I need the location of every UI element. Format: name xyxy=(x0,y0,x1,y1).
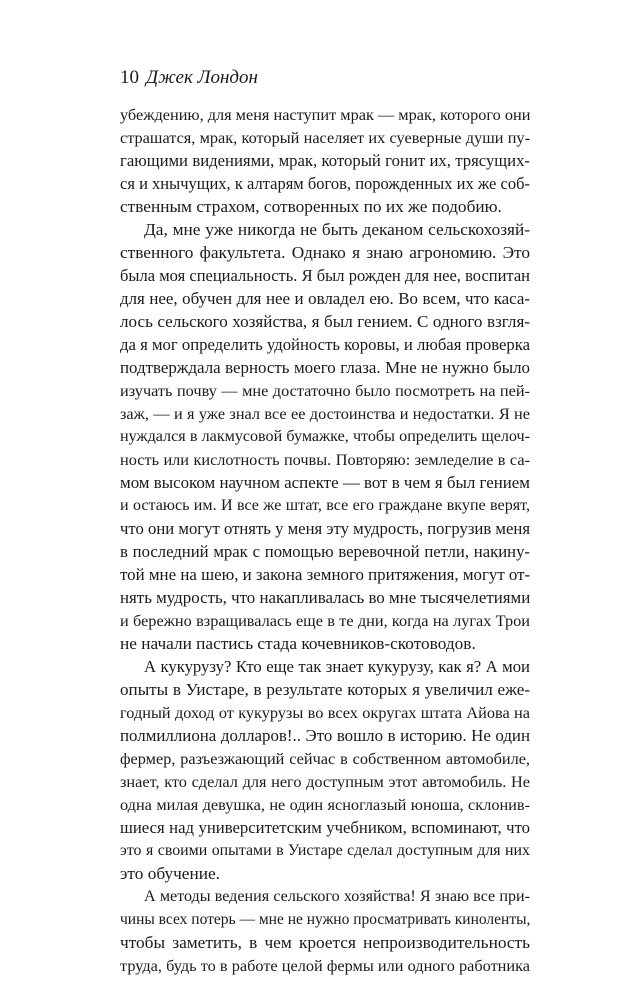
text-line: что они могут отнять у меня эту мудрость, погрузив меня xyxy=(120,519,530,538)
text-line: гающими видениями, мрак, который гонит их, трясущих- xyxy=(120,151,530,170)
page-number: 10 xyxy=(120,67,139,88)
text-line: труда, будь то в работе целой фермы или одного работника xyxy=(120,956,530,975)
text-line: заж, — и я уже знал все ее достоинства и недостатки. Я не xyxy=(120,404,530,423)
text-line: опыты в Уистаре, в результате которых я увеличил еже- xyxy=(120,680,530,699)
running-head xyxy=(120,66,258,90)
paragraph-2 xyxy=(120,218,530,655)
text-line: это я своими опытами в Уистаре сделал доступным для них xyxy=(120,842,530,859)
text-line: в последний мрак с помощью веревочной петли, накину- xyxy=(120,542,530,561)
text-line: ность или кислотность почвы. Повторяю: земледелие в са- xyxy=(120,450,530,469)
text-line: для нее, обучен для нее и овладел ею. Во всем, что каса- xyxy=(120,289,530,308)
text-line: А кукурузу? Кто еще так знает кукурузу, как я? А мои xyxy=(144,657,530,676)
text-line: Да, мне уже никогда не быть деканом сельскохозяй- xyxy=(144,220,530,239)
text-line: А методы ведения сельского хозяйства! Я знаю все при- xyxy=(144,888,530,905)
text-line: чтобы заметить, в чем кроется непроизводительность xyxy=(120,933,530,952)
text-line: изучать почву — мне достаточно было посмотреть на пей- xyxy=(120,381,530,400)
text-line: одна милая девушка, не один ясноглазый юноша, склонив- xyxy=(120,795,530,814)
text-line: мом высоком научном аспекте — вот в чем я был гением xyxy=(120,473,530,492)
text-line: это обучение. xyxy=(120,864,220,883)
text-line: знает, кто сделал для него доступным этот автомобиль. Не xyxy=(120,772,530,791)
text-line: чины всех потерь — мне не нужно просматривать киноленты, xyxy=(120,911,530,928)
text-line: не начали пастись стада кочевников-скотоводов. xyxy=(120,634,476,653)
text-line: фермер, разъезжающий сейчас в собственном автомобиле, xyxy=(120,749,530,768)
text-line: была моя специальность. Я был рожден для нее, воспитан xyxy=(120,266,530,285)
text-line: ся и хнычущих, к алтарям богов, порожденных их же соб- xyxy=(120,174,530,193)
body-text xyxy=(120,103,530,977)
text-line: полмиллиона долларов!.. Это вошло в историю. Не один xyxy=(120,726,530,745)
text-line: да я мог определить удойность коровы, и любая проверка xyxy=(120,335,530,354)
paragraph-4 xyxy=(120,885,530,977)
paragraph-3 xyxy=(120,655,530,885)
text-line: и бережно взращивалась еще в те дни, когда на лугах Трои xyxy=(120,611,530,630)
text-line: страшатся, мрак, который населяет их суеверные души пу- xyxy=(120,128,530,147)
paragraph-1 xyxy=(120,103,530,218)
text-line: подтверждала верность моего глаза. Мне не нужно было xyxy=(120,358,530,377)
text-line: лось сельского хозяйства, я был гением. С одного взгля- xyxy=(120,312,530,331)
text-line: нуждался в лакмусовой бумажке, чтобы определить щелоч- xyxy=(120,428,530,445)
text-line: ственным страхом, сотворенных по их же подобию. xyxy=(120,197,502,216)
text-line: годный доход от кукурузы во всех округах штата Айова на xyxy=(120,703,530,722)
text-line: убеждению, для меня наступит мрак — мрак, которого они xyxy=(120,105,530,124)
text-line: и остаюсь им. И все же штат, все его граждане вкупе верят, xyxy=(120,497,530,514)
text-line: ственного факультета. Однако я знаю агрономию. Это xyxy=(120,243,530,262)
running-head-author: Джек Лондон xyxy=(146,67,258,88)
text-line: шиеся над университетским учебником, вспоминают, что xyxy=(120,818,530,837)
text-line: нять мудрость, что накапливалась во мне тысячелетиями xyxy=(120,588,530,607)
text-line: той мне на шею, и закона земного притяжения, могут от- xyxy=(120,565,530,584)
